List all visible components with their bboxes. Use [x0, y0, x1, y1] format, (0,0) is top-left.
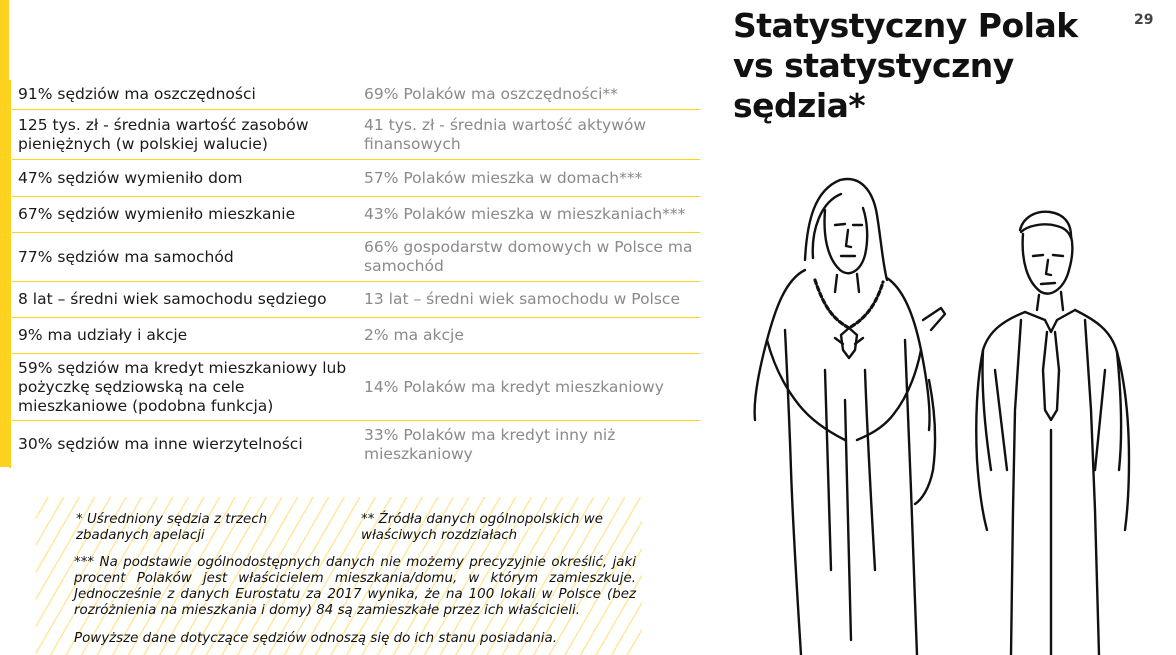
pole-stat: 13 lat – średni wiek samochodu w Polsce [364, 290, 680, 308]
pole-stat: 69% Polaków ma oszczędności** [364, 85, 618, 103]
footnote-housing: *** Na podstawie ogólnodostępnych danych nie możemy precyzyjnie określić, jaki procent Polaków jest właścicielem mieszkania/domu, w którym zamieszkuje. Jednocześnie z danych Eurostatu za 2017 wynika, że na 100 lokali w Polsce (bez rozróżnienia na mieszkania i domy) 84 są zamieszkałe przez ich właścicieli. [74, 555, 636, 618]
comparison-table [12, 80, 700, 468]
judge-and-citizen-illustration [745, 170, 1145, 655]
table-row [12, 421, 700, 468]
table-row [12, 197, 700, 233]
footnote-judge-avg: * Uśredniony sędzia z trzech zbadanych apelacji [76, 512, 268, 543]
pole-stat: 33% Polaków ma kredyt inny niż mieszkaniowy [364, 425, 616, 463]
judge-figure-drawing [755, 179, 945, 655]
page-title [733, 6, 1143, 126]
judge-stat: 59% sędziów ma kredyt mieszkaniowy lub pożyczkę sędziowską na cele mieszkaniowe (podobna funkcja) [18, 358, 347, 415]
pole-stat: 43% Polaków mieszka w mieszkaniach*** [364, 205, 686, 223]
pole-stat: 66% gospodarstw domowych w Polsce ma samochód [364, 238, 693, 275]
pole-stat: 57% Polaków mieszka w domach*** [364, 168, 643, 187]
judge-stat: 125 tys. zł - średnia wartość zasobów pieniężnych (w polskiej walucie) [18, 115, 309, 153]
table-row [12, 354, 700, 421]
footnote-scope: Powyższe dane dotyczące sędziów odnoszą się do ich stanu posiadania. [74, 631, 557, 646]
accent-line [9, 80, 11, 468]
judge-stat: 67% sędziów wymieniło mieszkanie [18, 205, 296, 223]
citizen-figure-drawing [976, 212, 1129, 655]
judge-stat: 30% sędziów ma inne wierzytelności [18, 435, 303, 453]
table-row [12, 160, 700, 197]
table-row [12, 80, 700, 110]
judge-stat: 9% ma udziały i akcje [18, 326, 188, 344]
judge-stat: 77% sędziów ma samochód [18, 247, 234, 266]
table-row [12, 282, 700, 318]
title-line-2: vs statystyczny sędzia* [733, 46, 1014, 125]
title-line-1: Statystyczny Polak [733, 6, 1078, 45]
pole-stat: 2% ma akcje [364, 326, 464, 344]
pole-stat: 14% Polaków ma kredyt mieszkaniowy [364, 377, 664, 396]
table-row [12, 233, 700, 282]
accent-bar [0, 0, 9, 467]
pole-stat: 41 tys. zł - średnia wartość aktywów finansowych [364, 115, 647, 153]
footnote-sources: ** Źródła danych ogólnopolskich we właściwych rozdziałach [361, 512, 603, 543]
page-number: 29 [1134, 12, 1154, 28]
judge-stat: 8 lat – średni wiek samochodu sędziego [18, 290, 327, 308]
judge-stat: 47% sędziów wymieniło dom [18, 168, 243, 187]
judge-stat: 91% sędziów ma oszczędności [18, 85, 256, 103]
table-row [12, 110, 700, 160]
footnotes-box [36, 497, 642, 655]
table-row [12, 318, 700, 354]
